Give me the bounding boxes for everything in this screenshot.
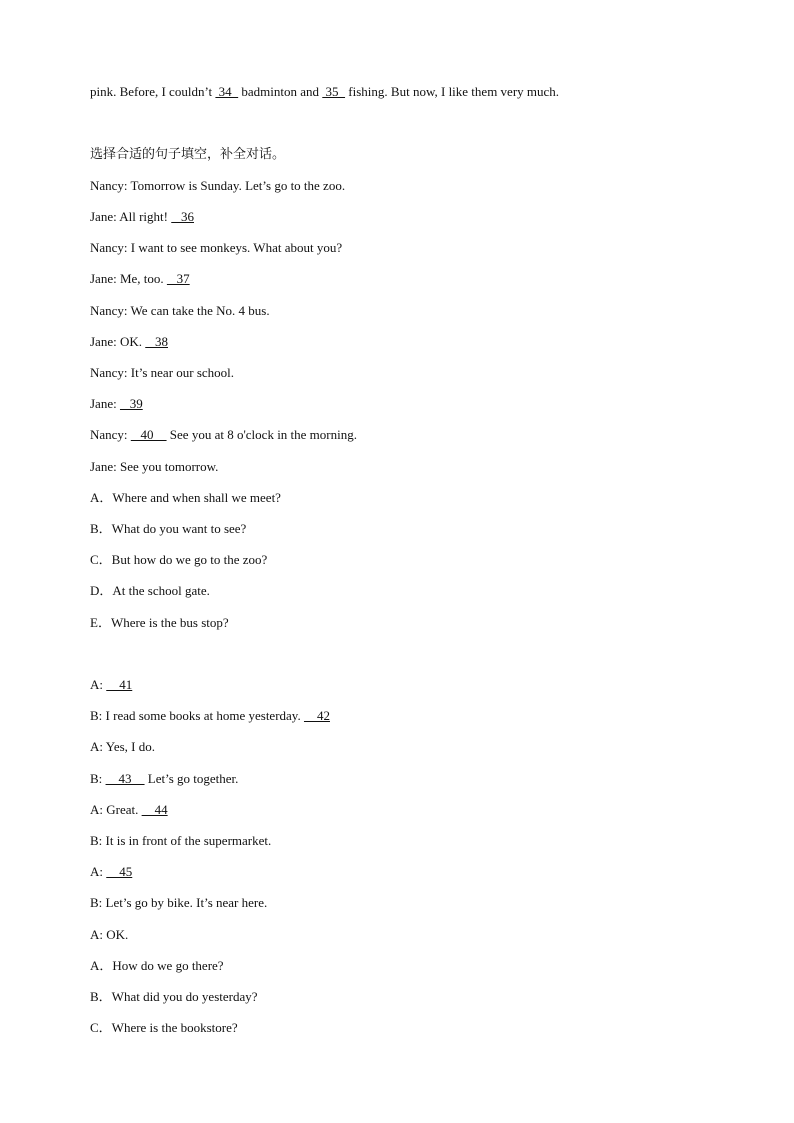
option-d: D．At the school gate. [90, 583, 210, 598]
blank-45: 45 [106, 864, 133, 879]
blank-42: 42 [303, 708, 330, 723]
dialogue2-line-8 [90, 895, 267, 911]
line-text: A: OK. [90, 927, 129, 942]
section1-instruction: 选择合适的句子填空，补全对话。 [90, 147, 286, 162]
blank-38: 38 [145, 334, 168, 349]
dialogue-line-5 [90, 303, 270, 319]
dialogue2-line-4 [90, 771, 238, 787]
option2-a: A．How do we go there? [90, 958, 224, 973]
blank-43: 43 [105, 771, 145, 786]
dialogue2-line-7 [90, 864, 132, 880]
line-text-after: See you at 8 o'clock in the morning. [166, 427, 357, 442]
line-text: B: I read some books at home yesterday. [90, 708, 304, 723]
option-c: C．But how do we go to the zoo? [90, 552, 268, 567]
line-text: Nancy: Tomorrow is Sunday. Let’s go to the zoo. [90, 178, 346, 193]
dialogue2-line-6 [90, 833, 271, 849]
intro-paragraph [90, 84, 559, 100]
blank-34: 34 [215, 84, 239, 99]
dialogue-line-2 [90, 209, 194, 225]
dialogue-line-7 [90, 365, 234, 381]
blank-35: 35 [322, 84, 346, 99]
dialogue-line-8 [90, 396, 143, 412]
line-text: Nancy: We can take the No. 4 bus. [90, 303, 270, 318]
line-text: Jane: OK. [90, 334, 146, 349]
dialogue2-line-3 [90, 739, 155, 755]
line-text: Jane: All right! [90, 209, 172, 224]
line-text: Jane: See you tomorrow. [90, 459, 219, 474]
line-text: Jane: [90, 396, 120, 411]
intro-text-c: fishing. But now, I like them very much. [345, 84, 560, 99]
line-text-after: Let’s go together. [144, 771, 239, 786]
blank-37: 37 [166, 271, 190, 286]
blank-36: 36 [171, 209, 194, 224]
line-text: A: [90, 677, 107, 692]
line-text: A: Great. [90, 802, 142, 817]
dialogue-line-1 [90, 178, 345, 194]
dialogue-line-3 [90, 240, 342, 256]
dialogue2-line-5 [90, 802, 168, 818]
line-text: A: [90, 864, 107, 879]
intro-text-a: pink. Before, I couldn’t [90, 84, 216, 99]
blank-41: 41 [106, 677, 133, 692]
dialogue-line-4 [90, 271, 190, 287]
line-text: B: [90, 771, 106, 786]
line-text: B: It is in front of the supermarket. [90, 833, 272, 848]
dialogue2-line-1 [90, 677, 132, 693]
line-text: Jane: Me, too. [90, 271, 167, 286]
dialogue2-line-9 [90, 927, 128, 943]
line-text: Nancy: I want to see monkeys. What about you? [90, 240, 343, 255]
option-a: A．Where and when shall we meet? [90, 490, 281, 505]
dialogue-line-9 [90, 427, 357, 443]
line-text: Nancy: [90, 427, 131, 442]
dialogue-line-10 [90, 459, 218, 475]
line-text: A: Yes, I do. [90, 739, 156, 754]
dialogue-line-6 [90, 334, 168, 350]
intro-text-b: badminton and [238, 84, 323, 99]
blank-39: 39 [119, 396, 143, 411]
option2-b: B．What did you do yesterday? [90, 989, 258, 1004]
blank-44: 44 [141, 802, 168, 817]
option-e: E．Where is the bus stop? [90, 615, 229, 630]
dialogue2-line-2 [90, 708, 330, 724]
option2-c: C．Where is the bookstore? [90, 1020, 238, 1035]
line-text: B: Let’s go by bike. It’s near here. [90, 895, 268, 910]
blank-40: 40 [130, 427, 167, 442]
line-text: Nancy: It’s near our school. [90, 365, 235, 380]
option-b: B．What do you want to see? [90, 521, 247, 536]
